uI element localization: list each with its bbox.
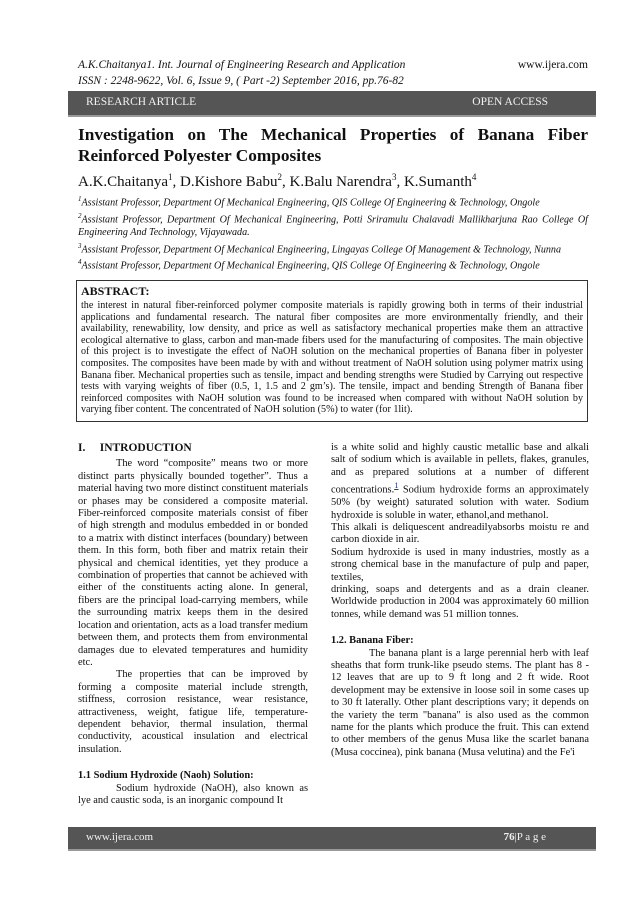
author-name: K.Balu Narendra <box>289 174 392 190</box>
paper-title-line2: Reinforced Polyester Composites <box>78 146 322 165</box>
header-issn: ISSN : 2248-9622, Vol. 6, Issue 9, ( Part -2) September 2016, pp.76-82 <box>78 75 404 87</box>
footer-site-link[interactable]: www.ijera.com <box>86 831 154 843</box>
author-sup: 2 <box>277 172 282 182</box>
affiliation-item <box>78 193 588 210</box>
affiliation-sup: 4 <box>78 258 82 267</box>
affiliation-text: Assistant Professor, Department Of Mechanical Engineering, QIS College Of Engineering & Technology, Ongole <box>81 260 540 272</box>
affiliation-item <box>78 240 588 257</box>
author-name: K.Sumanth <box>403 174 472 190</box>
affiliation-text: Assistant Professor, Department Of Mechanical Engineering, QIS College Of Engineering & Technology, Ongole <box>81 197 540 209</box>
abstract-heading: ABSTRACT: <box>81 284 150 298</box>
author-sup: 4 <box>471 172 477 182</box>
author-name: D.Kishore Babu <box>179 174 278 190</box>
page-number <box>504 831 546 843</box>
author-list: A.K.Chaitanya$^1$, D.Kishore Babu$^2$, K.Balu Narendra$^3$, K.Sumanth$^4$ <box>78 172 477 190</box>
intro-paragraph: The word “composite” means two or more distinct parts physically bounded together”. Thus a material having two more distinct constituent materials or phases may be considered a composite material. Fiber-reinforced composite materials consist of fiber of high strength and modulus embedded in or bonded to a matrix with distinct interfaces (boundary) between them. In this form, both fiber and matrix retain their physical and chemical identities, yet they produce a combination of properties that cannot be achieved with either of the constituents acting alone. In general, fibers are the principal load-carrying members, while the surrounding matrix keeps them in the desired location and orientation, acts as a load transfer medium between them, and protects them from environmental damages due to elevated temperatures and humidity etc. <box>78 458 308 668</box>
affiliation-sup: 1 <box>78 195 82 203</box>
header-citation-text: A.K.Chaitanya1. Int. Journal of Engineering Research and Application <box>78 59 406 71</box>
abstract-box <box>76 280 588 422</box>
affiliation-item <box>78 210 588 240</box>
naoh-text: is a white solid and highly caustic metallic base and alkali salt of sodium which is available in pellets, flakes, granules, and as prepared solutions at a number of different concentrations. <box>331 442 589 496</box>
alkali-paragraph: This alkali is deliquescent andreadilyabsorbs moistu re and carbon dioxide in air. <box>331 521 589 546</box>
intro-paragraph: The properties that can be improved by forming a composite material include strength, stiffness, corrosion resistance, wear resistance, attractiveness, weight, fatigue life, temperature-dependent behavior, thermal insulation, thermal conductivity, acoustical insulation and electrical insulation. <box>78 669 308 755</box>
banana-fiber-paragraph: The banana plant is a large perennial herb with leaf sheaths that form trunk-like pseudo stems. The plant has 8 - 12 leaves that are up to 9 ft long and 2 ft wide. Root development may be extensive in loose soil in some cases up to 30 ft laterally. Other plant descriptions vary; it depends on the variety the term "banana" is also used as the common name for the plants which produce the fruit. This can extend to other members of the genus Musa like the scarlet banana (Musa coccinea), pink banana (Musa velutina) and the Fe'i <box>331 647 589 758</box>
right-column <box>331 442 589 759</box>
reference-link[interactable]: 1 <box>394 480 399 491</box>
page-label: |P a g e <box>514 831 546 843</box>
header-site-link[interactable]: www.ijera.com <box>517 59 588 71</box>
production-paragraph: drinking, soaps and detergents and as a drain cleaner. Worldwide production in 2004 was approximately 60 million tonnes, while demand was 51 million tonnes. <box>331 583 589 620</box>
open-access-label: OPEN ACCESS <box>472 96 548 108</box>
industry-paragraph: Sodium hydroxide is used in many industries, mostly as a strong chemical base in the manufacture of pulp and paper, textiles, <box>331 546 589 583</box>
banana-fiber-subheading: 1.2. Banana Fiber: <box>331 635 414 647</box>
naoh-paragraph: Sodium hydroxide (NaOH), also known as lye and caustic soda, is an inorganic compound It <box>78 782 308 806</box>
naoh-paragraph-continued <box>331 442 589 522</box>
page-number-value: 76 <box>503 831 515 843</box>
affiliation-text: Assistant Professor, Department Of Mechanical Engineering, Potti Sriramulu Chalavadi Mallikharjuna Rao College Of Engineering And Technology, Vijayawada. <box>78 214 588 238</box>
article-type-banner <box>68 91 596 115</box>
naoh-text: Sodium hydroxide forms an approximately 50% (by weight) saturated solution with water. Sodium hydroxide is soluble in water, ethanol,and methanol. <box>331 484 589 521</box>
research-article-label: RESEARCH ARTICLE <box>86 96 197 108</box>
introduction-heading: I. INTRODUCTION <box>78 442 192 454</box>
paper-title-line1: Investigation on The Mechanical Properties of Banana Fiber <box>78 125 588 144</box>
header-citation <box>78 59 588 71</box>
affiliation-list <box>78 193 588 273</box>
naoh-subheading: 1.1 Sodium Hydroxide (Naoh) Solution: <box>78 770 254 782</box>
affiliation-text: Assistant Professor, Department Of Mechanical Engineering, Lingayas College Of Management & Technology, Nunna <box>81 243 562 255</box>
affiliation-sup: 2 <box>78 211 82 220</box>
abstract-body: the interest in natural fiber-reinforced polymer composite materials is rapidly growing both in terms of their industrial applications and fundamental research. The natural fiber composites are more environmentally friendly, and their availability, renewability, low density, and price as well as satisfactory mechanical properties make them an attractive ecological alternative to glass, carbon and man-made fibers used for the manufacturing of composites. The main objective of this project is to investigate the effect of NaOH solution on the mechanical properties of Banana fiber in polyester composites. The composites have been made by with and without treatment of NaOH solution using polymer matrix using Banana fiber. Mechanical properties such as tensile, impact and bending strengths were Studied by Carrying out respective tests with varying weights of fiber (0.5, 1, 1.5 and 2 gm’s). The tensile, impact and bending Strength of Banana fiber reinforced composites with NaOH solution was found to be increased when compared with without NaOH solution by varying fiber content. The concentrated of NaOH solution (5%) to water (for 1lit). <box>81 300 583 416</box>
affiliation-item <box>78 256 588 273</box>
left-column <box>78 442 308 807</box>
footer-bar <box>68 827 596 849</box>
paper-title <box>78 124 588 166</box>
affiliation-sup: 3 <box>78 241 82 250</box>
author-name: A.K.Chaitanya <box>78 174 168 190</box>
author-sup: 3 <box>391 172 397 182</box>
author-sup: 1 <box>167 172 173 182</box>
